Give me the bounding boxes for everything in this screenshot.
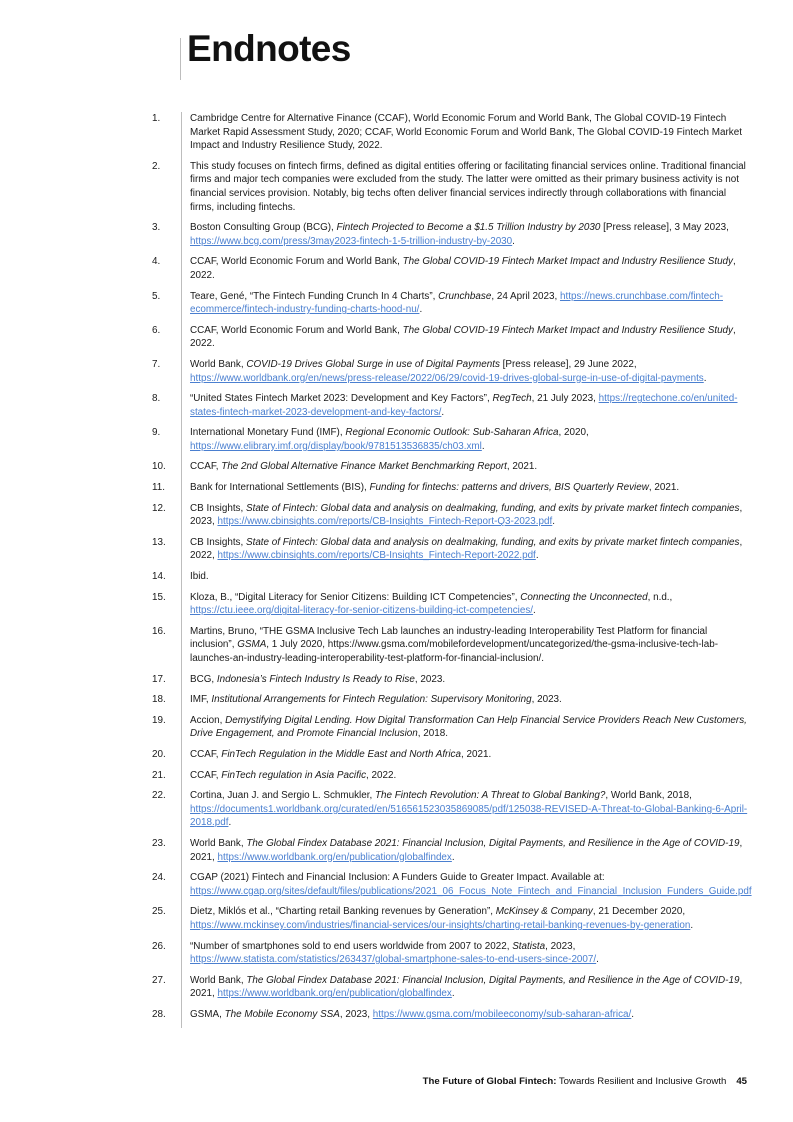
- endnote-text-run: CCAF,: [190, 748, 222, 760]
- endnote-title-italic: The Global COVID-19 Fintech Market Impact and Industry Resilience Study: [402, 324, 733, 336]
- endnote-link[interactable]: https://news.crunchbase.com/fintech-ecommerce/fintech-industry-funding-charts-hood-nu/: [190, 290, 723, 316]
- endnote-text: [190, 694, 562, 705]
- endnote-number: 23.: [152, 837, 166, 849]
- endnote-item: [0, 693, 793, 707]
- endnote-text-run: , 2022.: [190, 324, 736, 350]
- title-divider: [180, 38, 181, 80]
- endnote-title-italic: COVID-19 Drives Global Surge in use of Digital Payments: [246, 358, 500, 370]
- endnote-text-run: .: [535, 550, 539, 562]
- endnote-text-run: , 24 April 2023,: [491, 290, 560, 302]
- endnote-title-italic: State of Fintech: Global data and analysis on dealmaking, funding, and exits by private market fintech companies: [245, 536, 740, 548]
- endnote-item: [0, 714, 793, 741]
- endnote-text-run: .: [512, 235, 515, 247]
- page-title: Endnotes: [187, 28, 351, 69]
- endnote-number: 16.: [152, 625, 166, 637]
- endnote-text-run: .: [552, 516, 556, 528]
- endnote-text-run: CGAP (2021) Fintech and Financial Inclusion: A Funders Guide to Greater Impact. Available at:: [190, 872, 605, 884]
- endnote-item: [0, 905, 793, 932]
- endnote-number: 8.: [152, 393, 161, 405]
- endnote-number: 3.: [152, 222, 161, 234]
- endnote-text-run: World Bank,: [190, 837, 247, 849]
- endnote-text-run: Bank for International Settlements (BIS),: [190, 482, 370, 494]
- endnote-title-italic: The Global Findex Database 2021: Financial Inclusion, Digital Payments, and Resilience in the Age of COVID-19: [246, 837, 740, 849]
- endnote-title-italic: FinTech Regulation in the Middle East and North Africa: [221, 748, 461, 760]
- endnote-number: 19.: [152, 714, 166, 726]
- endnote-link[interactable]: https://www.elibrary.imf.org/display/book/9781513536835/ch03.xml: [190, 440, 482, 452]
- endnote-text-run: , 2021,: [190, 837, 743, 863]
- endnote-item: [0, 290, 793, 317]
- endnote-item: [0, 536, 793, 563]
- endnote-title-italic: State of Fintech: Global data and analysis on dealmaking, funding, and exits by private market fintech companies: [245, 502, 740, 514]
- endnote-text: [190, 291, 723, 316]
- endnote-text-run: CB Insights,: [190, 502, 246, 514]
- endnote-number: 1.: [152, 113, 161, 124]
- endnote-item: [0, 502, 793, 529]
- endnote-text: [190, 161, 746, 213]
- endnote-text-run: .: [419, 304, 423, 316]
- endnote-text-run: CCAF,: [190, 461, 222, 473]
- endnote-text-run: , 21 December 2020,: [592, 906, 686, 918]
- endnote-number: 4.: [152, 256, 161, 268]
- endnote-number: 14.: [152, 571, 166, 583]
- endnote-text: [190, 256, 736, 281]
- endnote-text: [190, 325, 736, 350]
- endnote-text: [190, 626, 718, 664]
- endnote-text: [190, 872, 752, 897]
- endnote-title-italic: Fintech Projected to Become a $1.5 Trillion Industry by 2030: [336, 222, 601, 234]
- endnote-text: [190, 482, 679, 493]
- endnote-item: [0, 460, 793, 474]
- endnote-number: 28.: [152, 1008, 166, 1020]
- endnote-title-italic: McKinsey & Company: [495, 906, 593, 918]
- endnote-item: [0, 769, 793, 783]
- endnote-text-run: , 2023.: [414, 673, 446, 685]
- endnote-title-italic: Funding for fintechs: patterns and drivers, BIS Quarterly Review: [369, 482, 649, 494]
- endnote-item: [0, 112, 793, 153]
- endnote-text-run: CCAF, World Economic Forum and World Bank,: [190, 256, 403, 268]
- endnote-link[interactable]: https://www.mckinsey.com/industries/financial-services/our-insights/charting-retail-banking-revenues-by-generation: [190, 919, 691, 931]
- endnote-text-run: .: [533, 605, 536, 617]
- endnote-number: 21.: [152, 769, 166, 781]
- endnote-title-italic: The Global Findex Database 2021: Financial Inclusion, Digital Payments, and Resilience in the Age of COVID-19: [246, 974, 740, 986]
- endnote-text-run: .: [596, 954, 599, 966]
- endnote-text: [190, 571, 209, 582]
- endnote-text-run: Teare, Gené, “The Fintech Funding Crunch In 4 Charts”,: [190, 290, 439, 302]
- endnote-text: [190, 975, 742, 1000]
- endnote-text-run: , 2018.: [417, 728, 448, 740]
- footer-title-bold: The Future of Global Fintech:: [422, 1076, 557, 1087]
- endnote-text-run: Boston Consulting Group (BCG),: [190, 222, 337, 234]
- endnote-text: [190, 359, 707, 384]
- endnote-link[interactable]: https://regtechone.co/en/united-states-fintech-market-2023-development-and-key-factors/: [190, 393, 738, 418]
- endnote-text: [190, 749, 491, 760]
- endnote-text-run: , 2022.: [190, 256, 736, 281]
- endnote-link[interactable]: https://www.worldbank.org/en/publication/globalfindex: [217, 988, 452, 1000]
- endnote-title-italic: GSMA: [237, 639, 267, 651]
- endnote-item: [0, 591, 793, 618]
- endnote-item: [0, 426, 793, 453]
- endnote-number: 10.: [152, 461, 166, 473]
- endnote-item: [0, 974, 793, 1001]
- endnote-item: [0, 160, 793, 214]
- endnote-text-run: GSMA,: [190, 1008, 225, 1020]
- endnote-link[interactable]: https://www.statista.com/statistics/263437/global-smartphone-sales-to-end-users-since-2007/: [190, 954, 597, 966]
- endnote-title-italic: Crunchbase: [438, 290, 492, 302]
- endnote-item: [0, 324, 793, 351]
- endnote-number: 6.: [152, 324, 161, 336]
- endnote-number: 15.: [152, 591, 166, 603]
- endnote-text-run: [Press release], 3 May 2023,: [600, 222, 729, 234]
- endnote-text: [190, 393, 738, 418]
- endnote-text-run: , n.d.,: [647, 591, 673, 603]
- endnote-text: [190, 592, 672, 617]
- endnotes-list: [0, 112, 793, 1028]
- endnote-title-italic: The Fintech Revolution: A Threat to Global Banking?: [374, 790, 606, 802]
- endnote-text-run: Martins, Bruno, “THE GSMA Inclusive Tech Lab launches an industry-leading Interoperability Test Platform for financial inclusion”,: [190, 625, 708, 651]
- page-number: 45: [736, 1076, 747, 1087]
- endnote-text-run: , 21 July 2023,: [531, 393, 599, 405]
- endnote-text-run: , 2022.: [366, 769, 397, 781]
- endnote-item: [0, 748, 793, 762]
- endnote-text-run: “Number of smartphones sold to end users worldwide from 2007 to 2022,: [190, 940, 513, 952]
- endnote-title-italic: The Mobile Economy SSA: [224, 1008, 340, 1020]
- endnote-text-run: Cortina, Juan J. and Sergio L. Schmukler,: [190, 790, 375, 802]
- endnote-text: [190, 715, 747, 740]
- endnote-text-run: CB Insights,: [190, 536, 246, 548]
- endnote-title-italic: Statista: [512, 940, 546, 952]
- endnote-text-run: International Monetary Fund (IMF),: [190, 427, 346, 439]
- endnote-text-run: , 2021.: [648, 482, 680, 494]
- endnote-text-run: , 2021.: [506, 461, 538, 473]
- endnote-text-run: , 2020,: [558, 427, 589, 439]
- endnote-text: [190, 941, 599, 966]
- endnote-number: 18.: [152, 694, 166, 706]
- endnote-title-italic: Institutional Arrangements for Fintech Regulation: Supervisory Monitoring: [211, 694, 532, 706]
- endnote-number: 11.: [152, 482, 165, 494]
- endnote-number: 7.: [152, 358, 161, 370]
- endnote-link[interactable]: https://www.gsma.com/mobileeconomy/sub-saharan-africa/: [372, 1008, 632, 1020]
- endnote-text-run: Kloza, B., “Digital Literacy for Senior Citizens: Building ICT Competencies”,: [190, 591, 521, 603]
- endnote-text-run: .: [451, 988, 455, 1000]
- endnote-number: 25.: [152, 906, 166, 918]
- endnote-number: 13.: [152, 536, 166, 548]
- endnote-text: [190, 1009, 634, 1020]
- endnote-text: [190, 427, 589, 452]
- endnote-text-run: Accion,: [190, 714, 226, 726]
- endnote-item: [0, 789, 793, 830]
- endnote-text-run: Ibid.: [190, 571, 209, 583]
- endnote-text-run: .: [228, 817, 232, 829]
- endnote-item: [0, 255, 793, 282]
- endnote-text-run: This study focuses on fintech firms, defined as digital entities offering or facilitating financial services online. Traditional financial firms and major tech companies were excluded from the study. The latter were omitted as their primary business activity is not financial services provision. Notably, big techs often deliver financial services indirectly through collaborations with financial firms, including fintechs.: [190, 160, 746, 213]
- endnote-title-italic: Indonesia’s Fintech Industry Is Ready to Rise: [216, 673, 415, 685]
- endnote-number: 5.: [152, 290, 161, 302]
- endnote-text-run: , 1 July 2020, https://www.gsma.com/mobilefordevelopment/uncategorized/the-gsma-inclusive-tech-lab-launches-an-industry-leading-interoperability-test-platform-for-financial-inclusion/.: [190, 639, 719, 664]
- endnote-link[interactable]: https://www.cbinsights.com/reports/CB-Insights_Fintech-Report-2022.pdf: [217, 550, 536, 562]
- endnote-text-run: BCG,: [190, 673, 217, 685]
- endnote-text-run: CCAF,: [190, 769, 222, 781]
- endnote-text: [190, 838, 742, 863]
- endnote-text-run: Dietz, Miklós et al., “Charting retail Banking revenues by Generation”,: [190, 906, 496, 918]
- endnote-item: [0, 481, 793, 495]
- endnote-title-italic: Regional Economic Outlook: Sub-Saharan Africa: [345, 427, 559, 439]
- endnote-item: [0, 871, 793, 898]
- endnote-link[interactable]: https://documents1.worldbank.org/curated/en/516561523035869085/pdf/125038-REVISED-A-Threat-to-Global-Banking-6-April-2018.pdf: [190, 803, 748, 829]
- endnote-number: 24.: [152, 872, 166, 884]
- endnote-number: 20.: [152, 748, 166, 760]
- endnote-number: 2.: [152, 160, 161, 172]
- endnote-text-run: , World Bank, 2018,: [605, 790, 692, 802]
- endnote-text-run: [Press release], 29 June 2022,: [499, 358, 637, 370]
- endnote-item: [0, 570, 793, 584]
- endnote-text: [190, 222, 729, 247]
- endnote-text-run: World Bank,: [190, 358, 247, 370]
- endnote-number: 9.: [152, 427, 161, 439]
- endnote-text-run: .: [451, 851, 455, 863]
- endnote-link[interactable]: https://www.worldbank.org/en/news/press-release/2022/06/29/covid-19-drives-global-surge-in-use-of-digital-payments: [190, 372, 704, 384]
- endnote-text-run: , 2021,: [190, 974, 743, 1000]
- endnote-title-italic: The 2nd Global Alternative Finance Market Benchmarking Report: [221, 461, 507, 473]
- endnote-item: [0, 221, 793, 248]
- endnote-title-italic: The Global COVID-19 Fintech Market Impact and Industry Resilience Study: [402, 256, 733, 268]
- endnote-text-run: .: [703, 372, 707, 384]
- endnote-text: [190, 770, 396, 781]
- endnote-text: [190, 537, 742, 562]
- endnote-text: [190, 461, 537, 472]
- endnote-text-run: CCAF, World Economic Forum and World Bank,: [190, 324, 403, 336]
- endnote-text-run: IMF,: [190, 694, 212, 706]
- endnote-text-run: .: [481, 440, 485, 452]
- endnote-text-run: World Bank,: [190, 974, 247, 986]
- endnote-text-run: , 2023,: [190, 502, 743, 528]
- endnote-item: [0, 392, 793, 419]
- endnote-text-run: “United States Fintech Market 2023: Development and Key Factors”,: [190, 393, 493, 405]
- endnote-title-italic: Demystifying Digital Lending. How Digital Transformation Can Help Financial Service Providers Reach New Customers, Drive Engagement, and Promote Financial Inclusion: [190, 714, 747, 740]
- endnote-text-run: , 2023,: [339, 1008, 373, 1020]
- endnote-number: 22.: [152, 790, 166, 802]
- endnote-text: [190, 113, 742, 151]
- endnote-text: [190, 790, 747, 828]
- endnote-title-italic: FinTech regulation in Asia Pacific: [221, 769, 367, 781]
- endnote-number: 17.: [152, 673, 166, 685]
- endnote-text: [190, 674, 445, 685]
- endnote-number: 27.: [152, 974, 166, 986]
- endnote-item: [0, 940, 793, 967]
- endnote-item: [0, 625, 793, 666]
- endnote-title-italic: Connecting the Unconnected: [520, 591, 648, 603]
- endnote-item: [0, 358, 793, 385]
- footer-title-rest: Towards Resilient and Inclusive Growth: [556, 1076, 727, 1087]
- endnote-link[interactable]: https://ctu.ieee.org/digital-literacy-for-senior-citizens-building-ict-competencies/: [190, 605, 534, 617]
- endnote-link[interactable]: https://www.worldbank.org/en/publication/globalfindex: [217, 851, 452, 863]
- endnote-link[interactable]: https://www.bcg.com/press/3may2023-fintech-1-5-trillion-industry-by-2030: [190, 235, 513, 247]
- endnote-link[interactable]: https://www.cgap.org/sites/default/files/publications/2021_06_Focus_Note_Fintech_and_Financial_Inclusion_Funders_Guide.pdf: [190, 885, 752, 897]
- page-footer: [423, 1076, 747, 1087]
- endnote-number: 26.: [152, 940, 166, 952]
- endnote-text-run: .: [441, 406, 445, 418]
- endnote-number: 12.: [152, 502, 166, 514]
- endnote-link[interactable]: https://www.cbinsights.com/reports/CB-Insights_Fintech-Report-Q3-2023.pdf: [217, 516, 553, 528]
- endnote-text-run: .: [631, 1008, 635, 1020]
- endnote-title-italic: RegTech: [492, 393, 532, 405]
- endnote-text-run: , 2023,: [545, 940, 576, 952]
- endnote-text-run: .: [690, 919, 694, 931]
- endnote-text-run: , 2023.: [531, 694, 562, 706]
- endnote-text: [190, 503, 742, 528]
- endnote-text-run: Cambridge Centre for Alternative Finance (CCAF), World Economic Forum and World Bank, The Global COVID-19 Fintech Market Rapid Assessment Study, 2020; CCAF, World Economic Forum and World Bank, The Global COVID-19 Fintech Market Impact and Industry Resilience Study, 2022.: [190, 113, 742, 152]
- endnote-text-run: , 2021.: [460, 748, 492, 760]
- endnote-item: [0, 1008, 793, 1022]
- endnote-item: [0, 673, 793, 687]
- endnote-text: [190, 906, 693, 931]
- endnote-text-run: , 2022,: [190, 536, 743, 562]
- endnote-item: [0, 837, 793, 864]
